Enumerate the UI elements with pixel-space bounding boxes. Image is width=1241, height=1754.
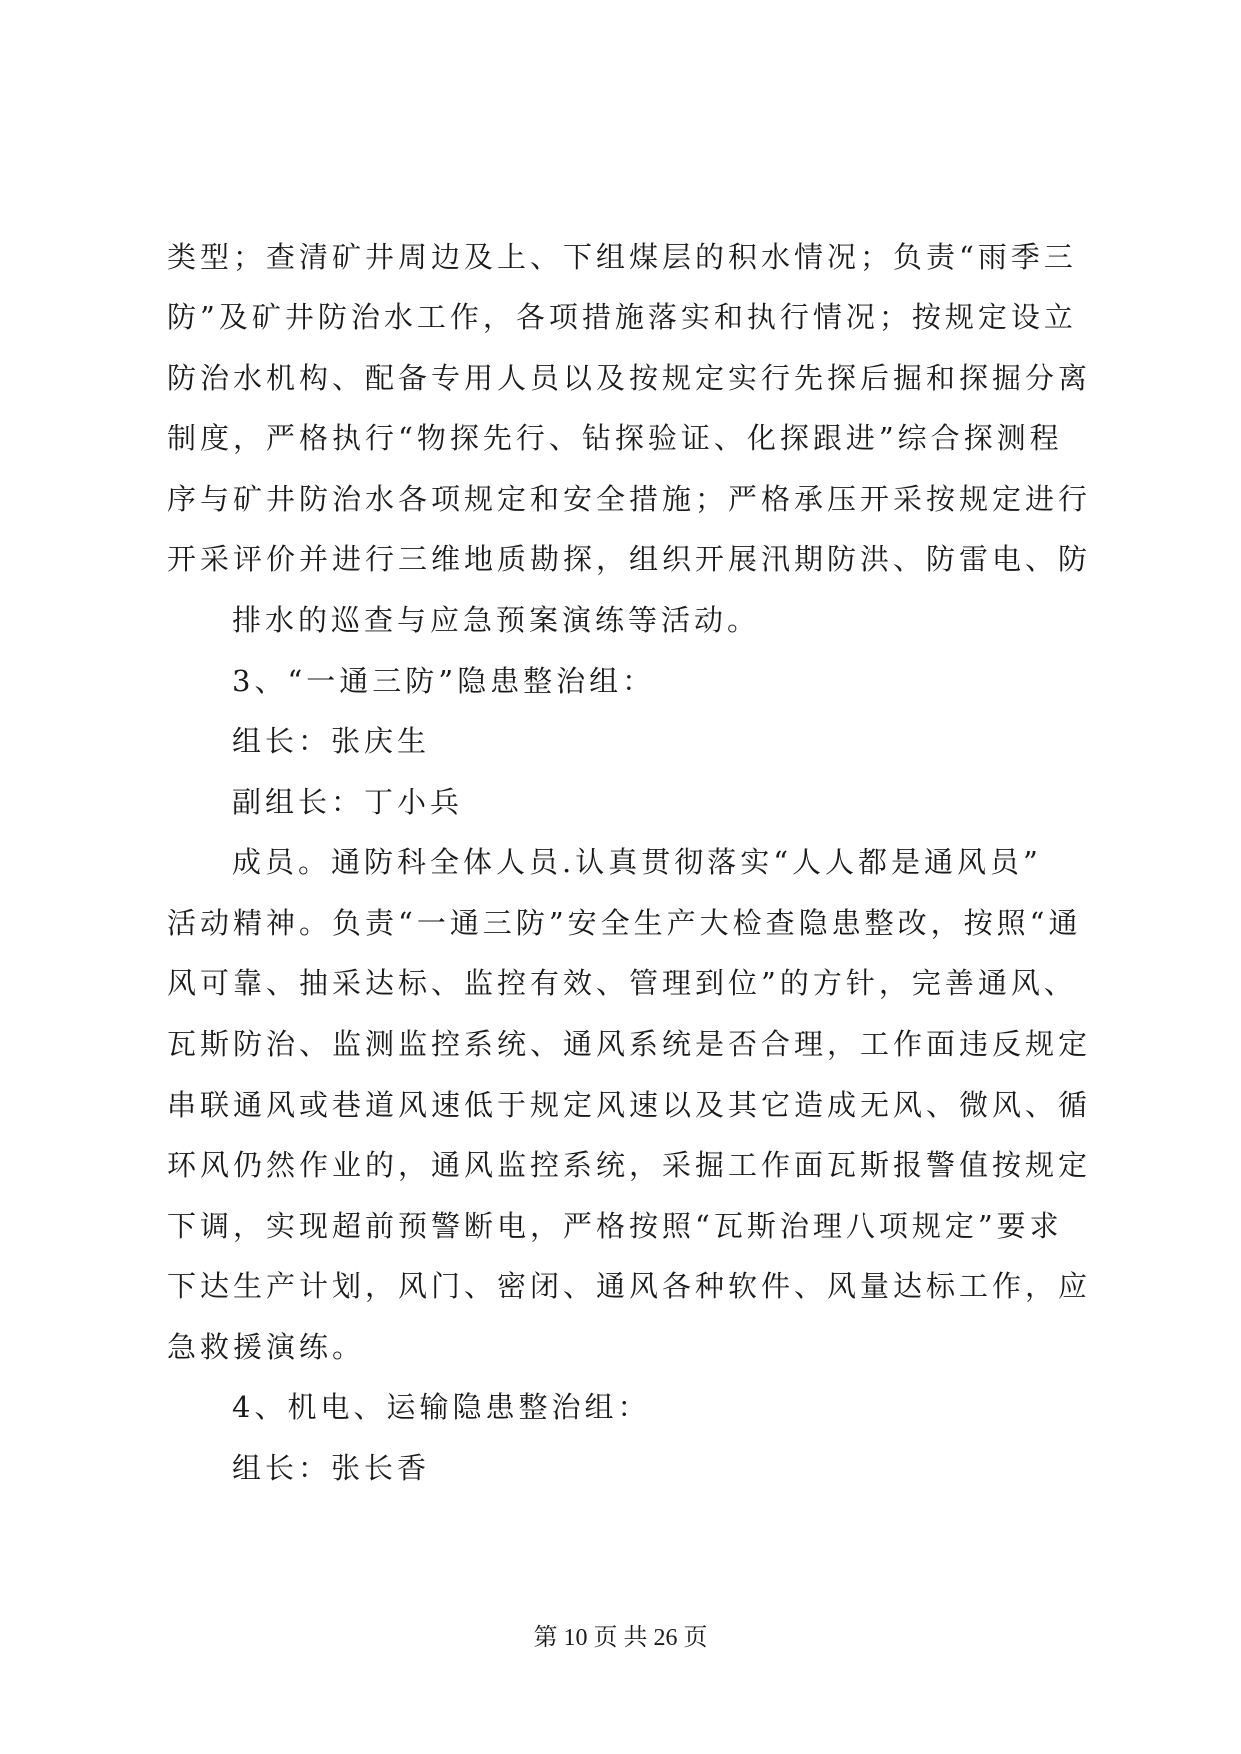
paragraph-line: 下调，实现超前预警断电，严格按照“瓦斯治理八项规定”要求 — [167, 1209, 1063, 1243]
paragraph-line: 活动精神。负责“一通三防”安全生产大检查隐患整改，按照“通 — [167, 906, 1082, 940]
group-leader: 组长：张庆生 — [232, 724, 431, 758]
paragraph-line: 排水的巡查与应急预案演练等活动。 — [232, 603, 761, 637]
section-heading: 4、机电、运输隐患整治组： — [232, 1390, 651, 1424]
paragraph-line: 序与矿井防治水各项规定和安全措施；严格承压开采按规定进行 — [167, 482, 1092, 516]
paragraph-line: 防治水机构、配备专用人员以及按规定实行先探后掘和探掘分离 — [167, 361, 1092, 395]
section-heading: 3、“一通三防”隐患整治组： — [232, 664, 656, 698]
paragraph-line: 急救援演练。 — [167, 1330, 366, 1364]
group-leader: 组长：张长香 — [232, 1451, 431, 1485]
page-number-footer: 第 10 页 共 26 页 — [533, 1625, 708, 1651]
paragraph-line: 瓦斯防治、监测监控系统、通风系统是否合理，工作面违反规定 — [167, 1027, 1092, 1061]
paragraph-line: 下达生产计划，风门、密闭、通风各种软件、风量达标工作，应 — [167, 1269, 1092, 1303]
paragraph-line: 成员。通防科全体人员.认真贯彻落实“人人都是通风员” — [232, 845, 1042, 879]
paragraph-line: 开采评价并进行三维地质勘探，组织开展汛期防洪、防雷电、防 — [167, 542, 1092, 576]
deputy-group-leader: 副组长：丁小兵 — [232, 785, 464, 819]
paragraph-line: 串联通风或巷道风速低于规定风速以及其它造成无风、微风、循 — [167, 1088, 1092, 1122]
paragraph-line: 制度，严格执行“物探先行、钻探验证、化探跟进”综合探测程 — [167, 421, 1063, 455]
paragraph-line: 防”及矿井防治水工作，各项措施落实和执行情况；按规定设立 — [167, 300, 1077, 334]
paragraph-line: 类型；查清矿井周边及上、下组煤层的积水情况；负责“雨季三 — [167, 240, 1077, 274]
paragraph-line: 风可靠、抽采达标、监控有效、管理到位”的方针，完善通风、 — [167, 966, 1077, 1000]
paragraph-line: 环风仍然作业的，通风监控系统，采掘工作面瓦斯报警值按规定 — [167, 1148, 1092, 1182]
